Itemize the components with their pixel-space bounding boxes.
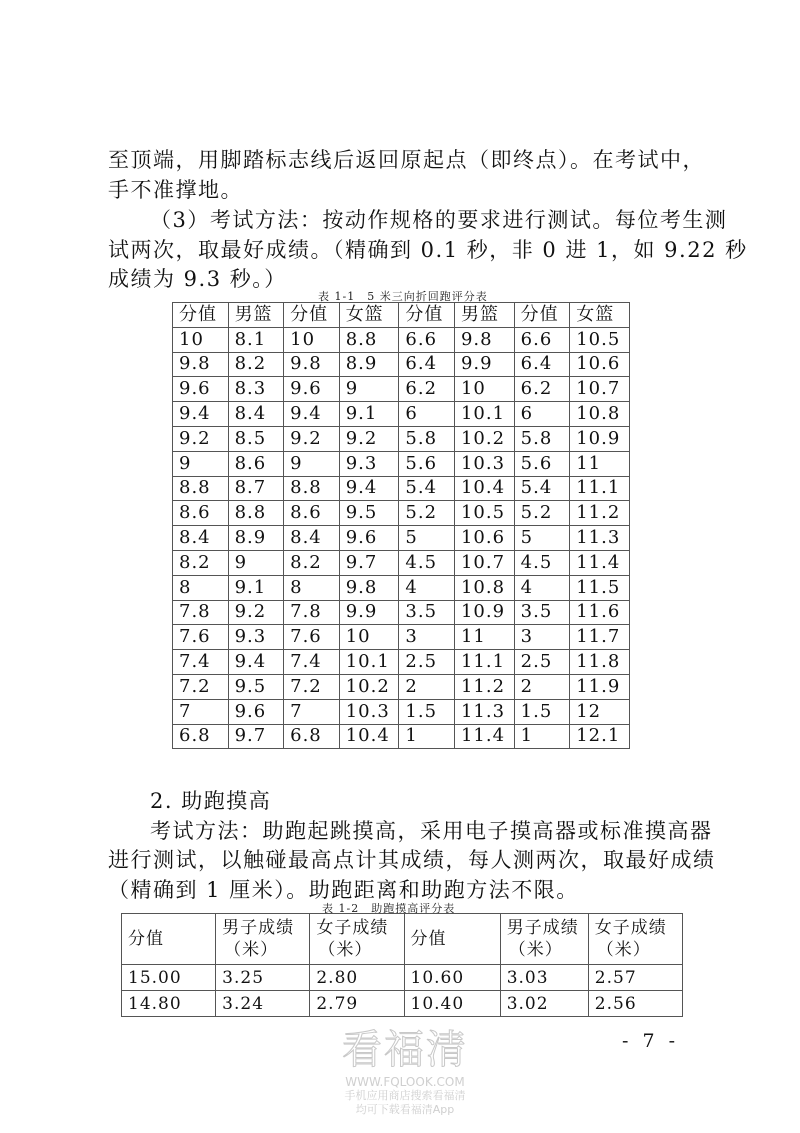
section-heading: 2. 助跑摸高 <box>150 789 272 813</box>
table-row <box>122 965 683 991</box>
table-cell: 2.56 <box>588 991 682 1017</box>
table-cell: 10.7 <box>570 377 630 402</box>
table-cell: 5.4 <box>399 476 455 501</box>
paragraph-line: 成绩为 9.3 秒。） <box>108 267 287 291</box>
column-header: 分值 <box>399 303 455 328</box>
paragraph-line: 试两次，取最好成绩。（精确到 0.1 秒，非 0 进 1，如 9.22 秒 <box>108 238 748 262</box>
table-row <box>173 327 630 352</box>
table-row <box>173 451 630 476</box>
table-cell: 10 <box>173 327 229 352</box>
column-header: 分值 <box>173 303 229 328</box>
table-cell: 5.6 <box>399 451 455 476</box>
table-cell: 6.2 <box>514 377 570 402</box>
table-cell: 9.2 <box>228 600 284 625</box>
table-cell: 9.4 <box>339 476 399 501</box>
table-cell: 9.2 <box>284 426 340 451</box>
table-row <box>173 352 630 377</box>
table-cell: 10.6 <box>454 526 514 551</box>
table-cell: 9.6 <box>173 377 229 402</box>
table-cell: 11.1 <box>454 650 514 675</box>
table-cell: 10.6 <box>570 352 630 377</box>
table-cell: 8.3 <box>228 377 284 402</box>
table-cell: 12.1 <box>570 724 630 749</box>
table-cell: 10.2 <box>454 426 514 451</box>
column-header-line1: 分值 <box>410 929 447 949</box>
table-cell: 6.8 <box>173 724 229 749</box>
table-cell: 8.7 <box>228 476 284 501</box>
column-header: 女篮 <box>339 303 399 328</box>
table-row <box>173 501 630 526</box>
table1-scoring-table <box>172 302 630 749</box>
table-cell: 9.5 <box>339 501 399 526</box>
table-cell: 2.5 <box>399 650 455 675</box>
table-cell: 3.5 <box>399 600 455 625</box>
column-header-line1: 男子成绩 <box>506 918 579 938</box>
table-cell: 6.4 <box>399 352 455 377</box>
table-row <box>173 526 630 551</box>
table-cell: 10.3 <box>339 699 399 724</box>
paragraph-line: 进行测试，以触碰最高点计其成绩，每人测两次，取最好成绩 <box>108 848 716 872</box>
table-cell: 10.1 <box>339 650 399 675</box>
table-cell: 11.3 <box>570 526 630 551</box>
table-cell: 1.5 <box>399 699 455 724</box>
column-header: 女篮 <box>570 303 630 328</box>
table-cell: 12 <box>570 699 630 724</box>
table-cell: 9.4 <box>284 402 340 427</box>
table-cell: 10.9 <box>570 426 630 451</box>
table-cell: 5.6 <box>514 451 570 476</box>
table-cell: 9.6 <box>339 526 399 551</box>
table-cell: 9.8 <box>173 352 229 377</box>
table-cell: 8.8 <box>284 476 340 501</box>
table-row <box>173 600 630 625</box>
table-cell: 7.2 <box>284 674 340 699</box>
table-row <box>173 699 630 724</box>
table-cell: 7.2 <box>173 674 229 699</box>
column-header <box>122 914 216 965</box>
table-cell: 6.2 <box>399 377 455 402</box>
table-row <box>173 377 630 402</box>
paragraph-line: （3）考试方法：按动作规格的要求进行测试。每位考生测 <box>150 208 728 232</box>
table-cell: 8.8 <box>339 327 399 352</box>
table-cell: 10 <box>454 377 514 402</box>
table-cell: 11.7 <box>570 625 630 650</box>
table-cell: 5.2 <box>399 501 455 526</box>
paragraph-line: （精确到 1 厘米）。助跑距离和助跑方法不限。 <box>108 878 579 902</box>
table-cell: 9.1 <box>339 402 399 427</box>
table-cell: 9 <box>339 377 399 402</box>
table-cell: 2 <box>514 674 570 699</box>
table-row <box>173 625 630 650</box>
table-cell: 14.80 <box>122 991 216 1017</box>
table-cell: 2.57 <box>588 965 682 991</box>
table-cell: 9.4 <box>173 402 229 427</box>
table-cell: 8.6 <box>284 501 340 526</box>
watermark <box>330 1018 480 1117</box>
table-cell: 8.2 <box>173 550 229 575</box>
table-cell: 8.6 <box>228 451 284 476</box>
column-header-line1: 女子成绩 <box>594 918 667 938</box>
table-cell: 7.6 <box>284 625 340 650</box>
table-cell: 4 <box>514 575 570 600</box>
watermark-line2: 均可下载看福清App <box>355 1103 455 1116</box>
table-row <box>173 674 630 699</box>
table-cell: 10.8 <box>454 575 514 600</box>
table-cell: 8.4 <box>284 526 340 551</box>
paragraph-line: 至顶端，用脚踏标志线后返回原起点（即终点）。在考试中， <box>108 148 705 172</box>
table-cell: 8.9 <box>228 526 284 551</box>
table-cell: 4.5 <box>514 550 570 575</box>
table-cell: 9.4 <box>228 650 284 675</box>
table-cell: 4 <box>399 575 455 600</box>
table-cell: 11.3 <box>454 699 514 724</box>
table-cell: 3 <box>514 625 570 650</box>
column-header-line2: （米） <box>318 940 373 960</box>
table-cell: 9.2 <box>339 426 399 451</box>
table-row <box>173 724 630 749</box>
table-cell: 9.3 <box>228 625 284 650</box>
table-row <box>173 550 630 575</box>
table-cell: 10 <box>339 625 399 650</box>
watermark-line1: 手机应用商店搜索看福清 <box>344 1089 466 1102</box>
table-cell: 1.5 <box>514 699 570 724</box>
column-header-line2: （米） <box>224 940 279 960</box>
table-cell: 9 <box>173 451 229 476</box>
table-cell: 5.8 <box>514 426 570 451</box>
table-cell: 1 <box>514 724 570 749</box>
table-cell: 10.3 <box>454 451 514 476</box>
table-header-row <box>122 914 683 965</box>
column-header <box>310 914 404 965</box>
table-cell: 8.1 <box>228 327 284 352</box>
table-cell: 8.4 <box>228 402 284 427</box>
table-cell: 11 <box>570 451 630 476</box>
column-header-line1: 男子成绩 <box>222 918 295 938</box>
table-cell: 7 <box>284 699 340 724</box>
table-cell: 11.5 <box>570 575 630 600</box>
table-cell: 5.8 <box>399 426 455 451</box>
column-header-line1: 女子成绩 <box>316 918 389 938</box>
table-cell: 10.5 <box>454 501 514 526</box>
table-cell: 9.6 <box>228 699 284 724</box>
table-row <box>173 575 630 600</box>
table-cell: 9.7 <box>339 550 399 575</box>
table-cell: 15.00 <box>122 965 216 991</box>
table-cell: 11.2 <box>570 501 630 526</box>
table-cell: 3.24 <box>216 991 310 1017</box>
watermark-url: WWW.FQLOOK.COM <box>345 1075 465 1089</box>
table-row <box>173 402 630 427</box>
table-cell: 8.8 <box>228 501 284 526</box>
table-cell: 7 <box>173 699 229 724</box>
table-cell: 10.1 <box>454 402 514 427</box>
table-cell: 10.60 <box>404 965 500 991</box>
table-cell: 2.5 <box>514 650 570 675</box>
table-cell: 10.4 <box>339 724 399 749</box>
table-cell: 10.40 <box>404 991 500 1017</box>
table2-scoring-table <box>121 913 683 1017</box>
table1-caption: 表 1-1 5 米三向折回跑评分表 <box>318 290 488 303</box>
column-header: 分值 <box>514 303 570 328</box>
table-cell: 9.5 <box>228 674 284 699</box>
table-cell: 11.2 <box>454 674 514 699</box>
table-cell: 11.9 <box>570 674 630 699</box>
table-cell: 10.2 <box>339 674 399 699</box>
table-cell: 11.8 <box>570 650 630 675</box>
table-cell: 5 <box>514 526 570 551</box>
table-cell: 8.8 <box>173 476 229 501</box>
table-row <box>173 426 630 451</box>
table-cell: 5.4 <box>514 476 570 501</box>
table-cell: 10.4 <box>454 476 514 501</box>
table-cell: 9.2 <box>173 426 229 451</box>
table-cell: 8.5 <box>228 426 284 451</box>
table-cell: 11.4 <box>570 550 630 575</box>
table-cell: 9.3 <box>339 451 399 476</box>
table-cell: 8 <box>173 575 229 600</box>
column-header <box>216 914 310 965</box>
table-cell: 8.4 <box>173 526 229 551</box>
column-header-line1: 分值 <box>128 929 164 949</box>
table-cell: 3 <box>399 625 455 650</box>
column-header <box>588 914 682 965</box>
table-header-row <box>173 303 630 328</box>
page-number: - 7 - <box>622 1030 680 1052</box>
table-cell: 7.4 <box>284 650 340 675</box>
table-cell: 6 <box>514 402 570 427</box>
column-header-line2: （米） <box>596 940 651 960</box>
table-cell: 11.1 <box>570 476 630 501</box>
table-cell: 10.9 <box>454 600 514 625</box>
table-cell: 4.5 <box>399 550 455 575</box>
column-header: 男篮 <box>454 303 514 328</box>
watermark-title: 看福清 <box>342 1027 468 1073</box>
table-cell: 9.8 <box>339 575 399 600</box>
table-cell: 6 <box>399 402 455 427</box>
table-row <box>173 650 630 675</box>
table-cell: 10.7 <box>454 550 514 575</box>
table-cell: 3.25 <box>216 965 310 991</box>
table-cell: 3.02 <box>500 991 588 1017</box>
table-cell: 9 <box>284 451 340 476</box>
table-cell: 6.8 <box>284 724 340 749</box>
column-header <box>500 914 588 965</box>
table-cell: 3.03 <box>500 965 588 991</box>
table-row <box>173 476 630 501</box>
table-cell: 9.6 <box>284 377 340 402</box>
table-cell: 8.9 <box>339 352 399 377</box>
table-cell: 7.8 <box>284 600 340 625</box>
table-cell: 9.8 <box>454 327 514 352</box>
table-cell: 10.5 <box>570 327 630 352</box>
table-cell: 8.2 <box>228 352 284 377</box>
table-cell: 6.4 <box>514 352 570 377</box>
paragraph-line: 考试方法：助跑起跳摸高，采用电子摸高器或标准摸高器 <box>150 819 713 843</box>
table-cell: 9.9 <box>339 600 399 625</box>
table-cell: 2.79 <box>310 991 404 1017</box>
table-cell: 5.2 <box>514 501 570 526</box>
table-cell: 11.6 <box>570 600 630 625</box>
table-cell: 8.6 <box>173 501 229 526</box>
table-cell: 10.8 <box>570 402 630 427</box>
table-cell: 9.1 <box>228 575 284 600</box>
table-cell: 7.8 <box>173 600 229 625</box>
table-cell: 9.9 <box>454 352 514 377</box>
table-cell: 8.2 <box>284 550 340 575</box>
table-cell: 11 <box>454 625 514 650</box>
table-cell: 9.7 <box>228 724 284 749</box>
table-cell: 8 <box>284 575 340 600</box>
column-header-line2: （米） <box>508 940 563 960</box>
table-cell: 6.6 <box>514 327 570 352</box>
table-cell: 7.4 <box>173 650 229 675</box>
table2-caption: 表 1-2 助跑摸高评分表 <box>322 902 456 915</box>
table-cell: 11.4 <box>454 724 514 749</box>
table-cell: 7.6 <box>173 625 229 650</box>
column-header <box>404 914 500 965</box>
paragraph-line: 手不准撑地。 <box>108 178 243 202</box>
table-cell: 9.8 <box>284 352 340 377</box>
table-cell: 10 <box>284 327 340 352</box>
table-cell: 1 <box>399 724 455 749</box>
table-cell: 6.6 <box>399 327 455 352</box>
table-cell: 2 <box>399 674 455 699</box>
table-row <box>122 991 683 1017</box>
table-cell: 2.80 <box>310 965 404 991</box>
column-header: 分值 <box>284 303 340 328</box>
table-cell: 9 <box>228 550 284 575</box>
column-header: 男篮 <box>228 303 284 328</box>
table-cell: 5 <box>399 526 455 551</box>
table-cell: 3.5 <box>514 600 570 625</box>
